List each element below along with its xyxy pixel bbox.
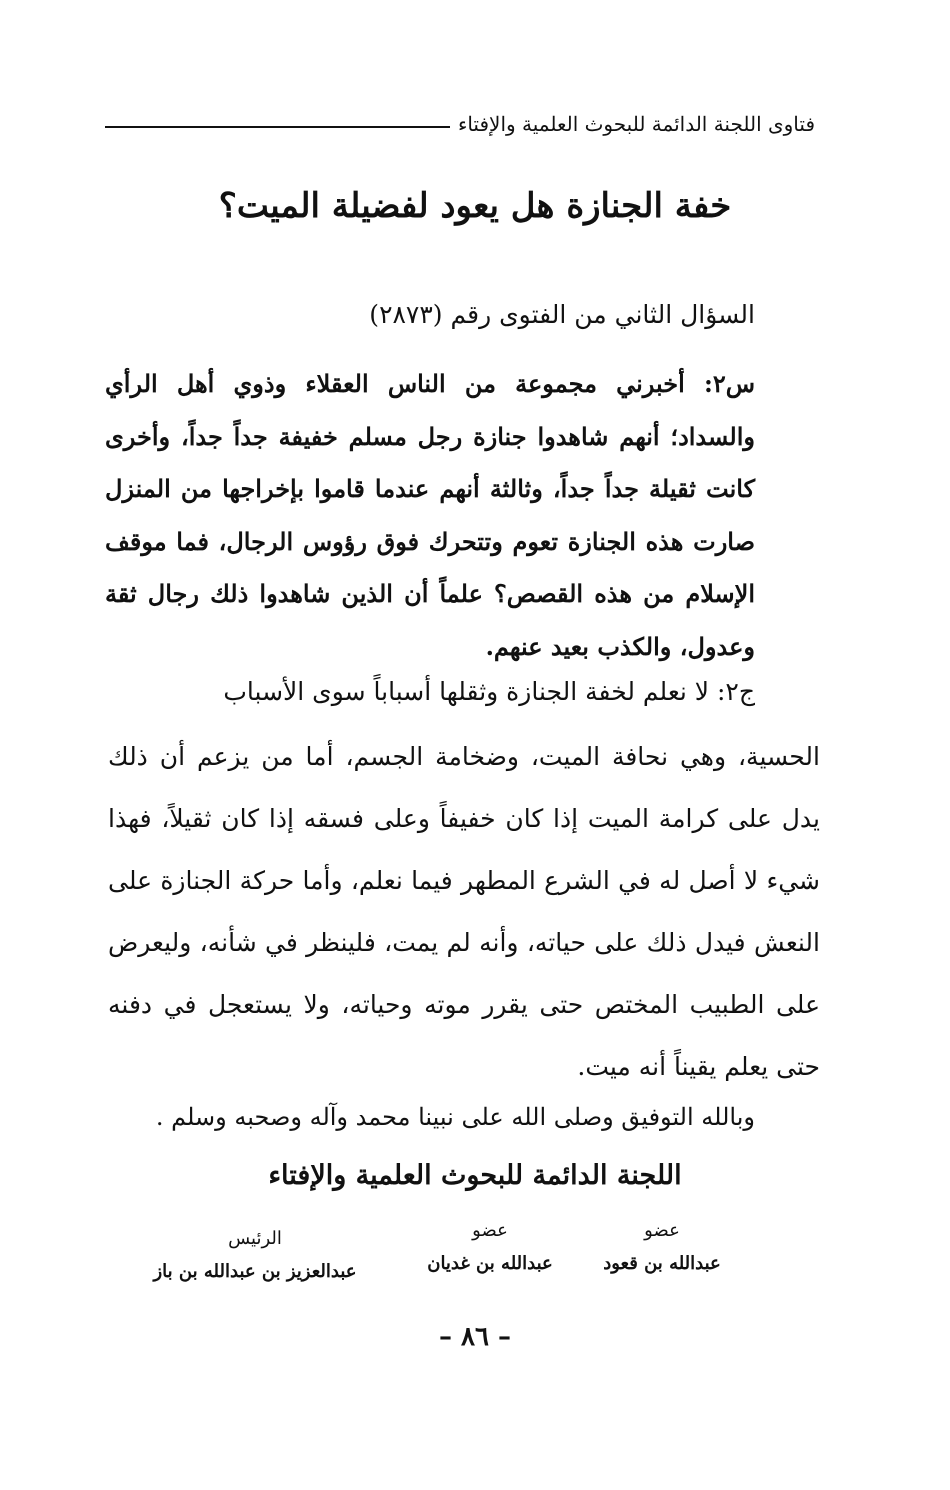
signatory-name: عبدالله بن غديان (427, 1253, 553, 1274)
signatory-name: عبدالعزيز بن عبدالله بن باز (153, 1261, 357, 1282)
answer-first-line: ج٢: لا نعلم لخفة الجنازة وثقلها أسباباً سوى الأسباب (223, 677, 755, 706)
signatory-member-1 (592, 1220, 732, 1274)
question-text: س٢: أخبرني مجموعة من الناس العقلاء وذوي أهل الرأي والسداد؛ أنهم شاهدوا جنازة رجل مسلم خفيفة جداً جداً، وأخرى كانت ثقيلة جداً جداً، وثالثة أنهم عندما قاموا بإخراجها من المنزل صارت هذه الجنازة تعوم وتتحرك فوق رؤوس الرجال، فما موقف الإسلام من هذه القصص؟ علماً أن الذين شاهدوا ذلك رجال ثقة وعدول، والكذب بعيد عنهم. (105, 369, 755, 661)
answer-block (108, 670, 820, 1098)
fatwa-title: خفة الجنازة هل يعود لفضيلة الميت؟ (218, 186, 732, 226)
page-number: – ٨٦ – (438, 1322, 512, 1352)
signatory-name: عبدالله بن قعود (603, 1253, 721, 1274)
signatory-role: عضو (472, 1220, 508, 1241)
closing-line: وبالله التوفيق وصلى الله على نبينا محمد وآله وصحبه وسلم . (155, 1103, 755, 1131)
signatory-chairman (135, 1228, 375, 1282)
signatory-role: عضو (644, 1220, 680, 1241)
answer-body: الحسية، وهي نحافة الميت، وضخامة الجسم، أما من يزعم أن ذلك يدل على كرامة الميت إذا كان خفيفاً وعلى فسقه إذا كان ثقيلاً، فهذا شيء لا أصل له في الشرع المطهر فيما نعلم، وأما حركة الجنازة على النعش فيدل ذلك على حياته، وأنه لم يمت، فلينظر في شأنه، وليعرض على الطبيب المختص حتى يقرر موته وحياته، ولا يستعجل في دفنه حتى يعلم يقيناً أنه ميت. (108, 742, 820, 1081)
running-header (105, 112, 815, 136)
question-block (105, 358, 755, 673)
fatwa-source: السؤال الثاني من الفتوى رقم (٢٨٧٣) (369, 300, 755, 329)
header-rule (105, 126, 450, 128)
running-title: فتاوى اللجنة الدائمة للبحوث العلمية والإفتاء (457, 112, 815, 136)
signatory-role: الرئيس (228, 1228, 282, 1249)
committee-name: اللجنة الدائمة للبحوث العلمية والإفتاء (268, 1160, 682, 1191)
signatory-member-2 (415, 1220, 565, 1274)
